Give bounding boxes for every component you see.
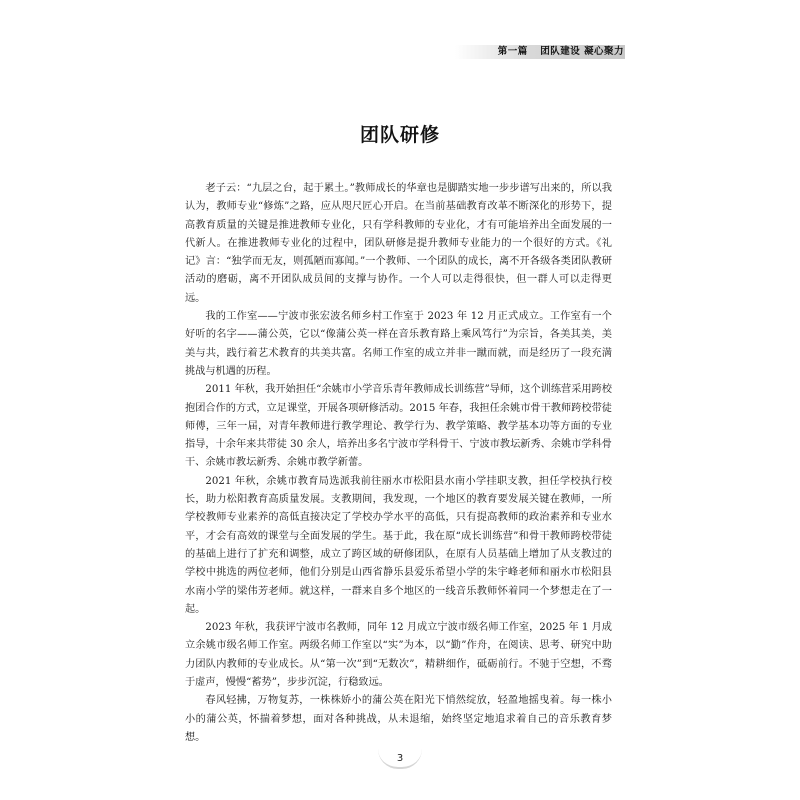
paragraph-intro: 老子云：“九层之台，起于累土。”教师成长的华章也是脚踏实地一步步谱写出来的，所以我认为，教师专业“修炼”之路，应从咫尺匠心开启。在当前基础教育改革不断深化的形势下，提高教育质量的关键是推进教师专业化，只有学科教师的专业化，才有可能培养出全面发展的一代新人。在推进教师专业化的过程中，团队研修是提升教师专业能力的一个很好的方式。《礼记》言：“独学而无友，则孤陋而寡闻。”一个教师、一个团队的成长，离不开各级各类团队教研活动的磨砺，离不开团队成员间的支撑与协作。一个人可以走得很快，但一群人可以走得更远。 — [185, 183, 612, 304]
body-text — [185, 180, 612, 747]
page-footer — [372, 746, 428, 768]
paragraph-studio: 我的工作室——宁波市张宏波名师乡村工作室于 2023 年 12 月正式成立。工作室有一个好听的名字——蒲公英，它以“像蒲公英一样在音乐教育路上乘风笃行”为宗旨，各美其美，美美与共，践行着艺术教育的共美共富。名师工作室的成立并非一蹴而就，而是经历了一段充满挑战与机遇的历程。 — [185, 311, 612, 377]
page-number: 3 — [396, 753, 404, 764]
paragraph-closing: 春风轻拂，万物复苏，一株株娇小的蒲公英在阳光下悄然绽放，轻盈地摇曳着。每一株小小的蒲公英，怀揣着梦想，面对各种挑战，从未退缩，始终坚定地追求着自己的音乐教育梦想。 — [185, 695, 612, 743]
running-header — [455, 45, 625, 59]
paragraph-2021: 2021 年秋，余姚市教育局选派我前往丽水市松阳县水南小学挂职支教，担任学校执行校长，助力松阳教育高质量发展。支教期间，我发现，一个地区的教育要发展关键在教师，一所学校教师专业素养的高低直接决定了学校办学水平的高低，只有提高教师的政治素养和专业水平，才会有高效的课堂与全面发展的学生。基于此，我在原“成长训练营”和骨干教师跨校带徒的基础上进行了扩充和调整，成立了跨区域的研修团队，在原有人员基础上增加了从支教过的学校中挑选的两位老师，他们分别是山西省静乐县爱乐希望小学的朱宇峰老师和丽水市松阳县水南小学的梁伟芳老师。就这样，一群来自多个地区的一线音乐教师怀着同一个梦想走在了一起。 — [185, 475, 612, 615]
header-part: 第一篇 — [497, 46, 528, 57]
paragraph-2011: 2011 年秋，我开始担任“余姚市小学音乐青年教师成长训练营”导师，这个训练营采用跨校抱团合作的方式，立足课堂，开展各项研修活动。2015 年春，我担任余姚市骨干教师跨校带徒师傅，三年一届，对青年教师进行教学理论、教学行为、教学策略、教学基本功等方面的专业指导，十余年来共带徒 30 余人，培养出多名宁波市学科骨干、宁波市教坛新秀、余姚市学科骨干、余姚市教坛新秀、余姚市教学新蕾。 — [185, 384, 612, 469]
paragraph-2023: 2023 年秋，我获评宁波市名教师，同年 12 月成立宁波市级名师工作室，2025 年 1 月成立余姚市级名师工作室。两级名师工作室以“实”为本，以“勤”作舟，在阅读、思考、研究中助力团队内教师的专业成长。从“第一次”到“无数次”，精耕细作，砥砺前行。不驰于空想，不骛于虚声，慢慢“蓄势”，步步沉淀，行稳致远。 — [185, 622, 612, 689]
header-section: 团队建设 凝心聚力 — [540, 46, 624, 57]
chapter-title: 团队研修 — [359, 124, 440, 146]
